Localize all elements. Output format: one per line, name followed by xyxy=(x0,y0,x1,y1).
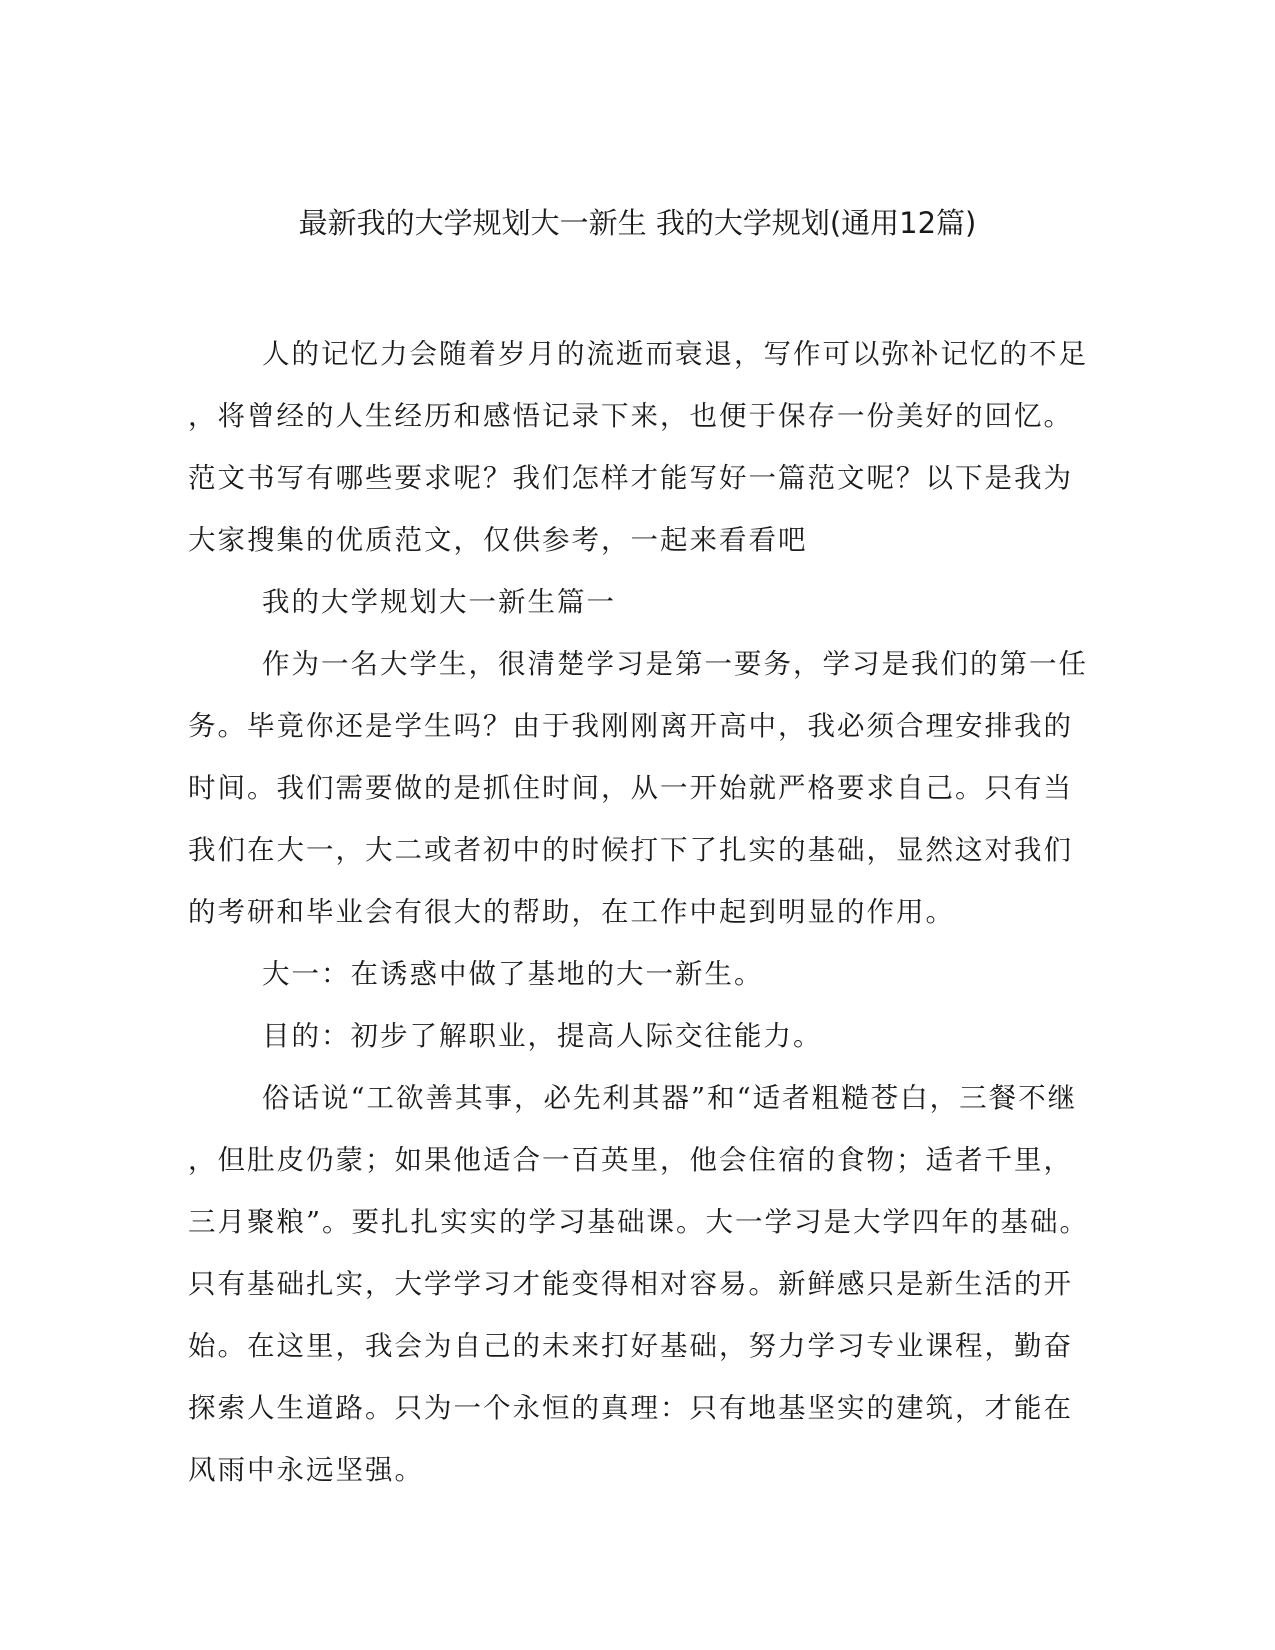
body-line: 目的：初步了解职业，提高人际交往能力。 xyxy=(262,1020,823,1052)
body-line: 大家搜集的优质范文，仅供参考，一起来看看吧 xyxy=(188,524,808,556)
body-line: 探索人生道路。只为一个永恒的真理：只有地基坚实的建筑，才能在 xyxy=(188,1392,1073,1424)
body-line: 作为一名大学生，很清楚学习是第一要务，学习是我们的第一任 xyxy=(262,648,1088,680)
body-line: 我们在大一，大二或者初中的时候打下了扎实的基础，显然这对我们 xyxy=(188,834,1073,866)
body-line: 时间。我们需要做的是抓住时间，从一开始就严格要求自己。只有当 xyxy=(188,772,1073,804)
body-line: 风雨中永远坚强。 xyxy=(188,1454,424,1486)
body-line: 大一：在诱惑中做了基地的大一新生。 xyxy=(262,958,764,990)
body-line: 务。毕竟你还是学生吗？由于我刚刚离开高中，我必须合理安排我的 xyxy=(188,710,1073,742)
body-line: 俗话说“工欲善其事，必先利其器”和“适者粗糙苍白，三餐不继 xyxy=(262,1082,1078,1114)
body-line: 三月聚粮”。要扎扎实实的学习基础课。大一学习是大学四年的基础。 xyxy=(188,1206,1090,1238)
body-line: 范文书写有哪些要求呢？我们怎样才能写好一篇范文呢？以下是我为 xyxy=(188,462,1073,494)
body-line: ，但肚皮仍蒙；如果他适合一百英里，他会住宿的食物；适者千里， xyxy=(188,1144,1073,1176)
body-line: ，将曾经的人生经历和感悟记录下来，也便于保存一份美好的回忆。 xyxy=(188,400,1073,432)
body-line: 只有基础扎实，大学学习才能变得相对容易。新鲜感只是新生活的开 xyxy=(188,1268,1073,1300)
body-line: 始。在这里，我会为自己的未来打好基础，努力学习专业课程，勤奋 xyxy=(188,1330,1073,1362)
body-line: 人的记忆力会随着岁月的流逝而衰退，写作可以弥补记忆的不足 xyxy=(262,338,1088,370)
document-body xyxy=(188,323,1090,1501)
document-title: 最新我的大学规划大一新生 我的大学规划(通用12篇) xyxy=(298,206,977,240)
section-heading: 我的大学规划大一新生篇一 xyxy=(262,586,616,618)
body-line: 的考研和毕业会有很大的帮助，在工作中起到明显的作用。 xyxy=(188,896,955,928)
